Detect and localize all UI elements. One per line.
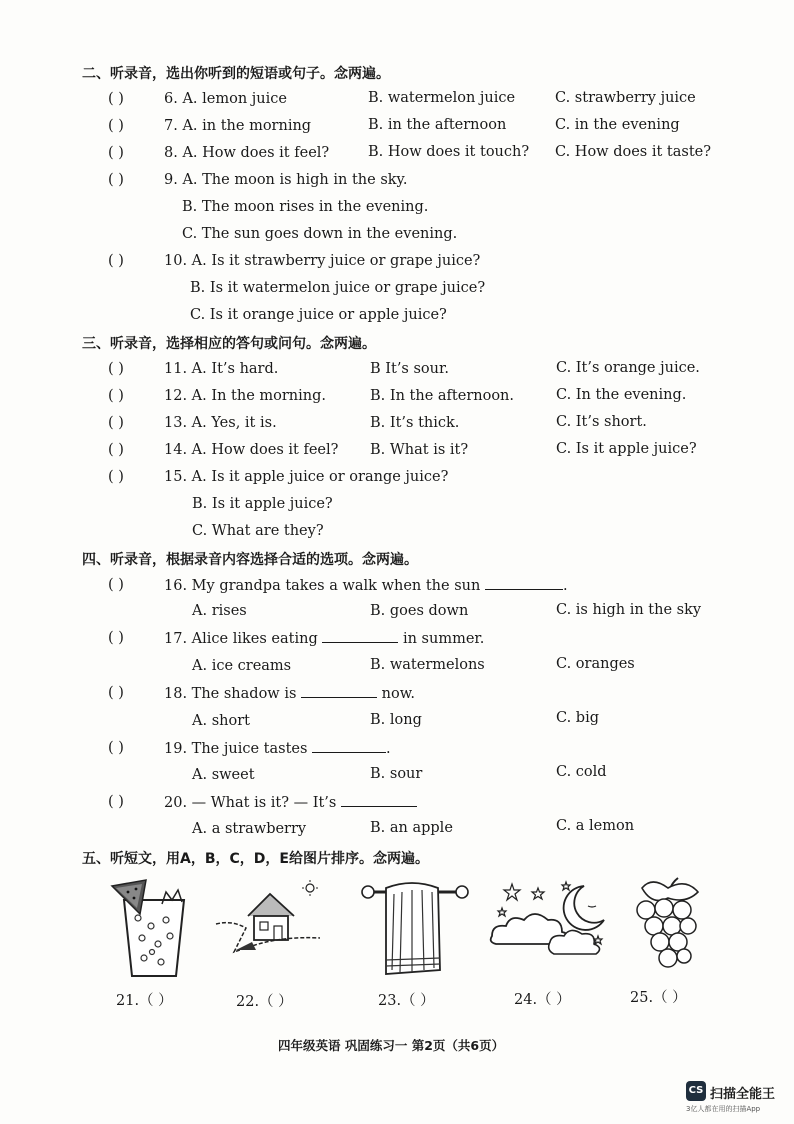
q20-option-b: B. an apple <box>370 820 453 836</box>
answer-paren-17[interactable]: ( ) <box>108 630 124 646</box>
q20-stem-text: 20. — What is it? — It’s <box>164 795 337 811</box>
q8-option-c: C. How does it taste? <box>555 144 712 160</box>
grapes-picture <box>628 874 706 974</box>
q12-option-c: C. In the evening. <box>556 387 687 403</box>
q14-option-a: 14. A. How does it feel? <box>164 442 339 458</box>
answer-paren-13[interactable]: ( ) <box>108 415 124 431</box>
camscanner-logo-icon: CS <box>686 1081 706 1101</box>
answer-paren-7[interactable]: ( ) <box>108 118 124 134</box>
q19-stem-text: 19. The juice tastes <box>164 741 308 757</box>
q11-option-a: 11. A. It’s hard. <box>164 361 279 377</box>
picture-order-22[interactable]: 22.（ ） <box>236 994 293 1010</box>
section-4-heading: 四、听录音，根据录音内容选择合适的选项。念两遍。 <box>82 552 418 568</box>
q20-stem <box>164 794 417 811</box>
q20-option-a: A. a strawberry <box>192 821 307 837</box>
answer-paren-19[interactable]: ( ) <box>108 740 124 756</box>
q17-option-b: B. watermelons <box>370 657 485 673</box>
q16-stem-text: 16. My grandpa takes a walk when the sun <box>164 578 481 594</box>
q17-stem <box>164 630 484 647</box>
answer-paren-18[interactable]: ( ) <box>108 685 124 701</box>
q8-option-a: 8. A. How does it feel? <box>164 145 330 161</box>
q10-option-b: B. Is it watermelon juice or grape juice? <box>190 280 486 296</box>
answer-paren-16[interactable]: ( ) <box>108 577 124 593</box>
q11-option-b: B It’s sour. <box>370 361 449 377</box>
q13-option-c: C. It’s short. <box>556 414 647 430</box>
q16-blank[interactable] <box>485 577 563 590</box>
q17-blank[interactable] <box>322 630 398 643</box>
q16-option-c: C. is high in the sky <box>556 602 702 618</box>
q18-stem-end: now. <box>381 686 415 702</box>
q17-option-a: A. ice creams <box>192 658 292 674</box>
q13-option-a: 13. A. Yes, it is. <box>164 415 277 431</box>
camscanner-name: 扫描全能王 <box>710 1087 776 1102</box>
watermelon-juice-picture <box>106 878 198 982</box>
q7-option-c: C. in the evening <box>555 117 680 133</box>
q8-option-b: B. How does it touch? <box>368 144 530 160</box>
q18-blank[interactable] <box>301 685 377 698</box>
q13-option-b: B. It’s thick. <box>370 415 460 431</box>
q16-stem-end: . <box>562 578 568 594</box>
q16-option-b: B. goes down <box>370 603 469 619</box>
q19-option-b: B. sour <box>370 766 423 782</box>
q18-stem-text: 18. The shadow is <box>164 686 297 702</box>
q7-option-b: B. in the afternoon <box>368 117 507 133</box>
q16-stem <box>164 577 568 594</box>
page-footer: 四年级英语 巩固练习一 第2页（共6页） <box>278 1038 505 1053</box>
section-2-heading: 二、听录音，选出你听到的短语或句子。念两遍。 <box>82 66 390 82</box>
q12-option-a: 12. A. In the morning. <box>164 388 327 404</box>
answer-paren-6[interactable]: ( ) <box>108 91 124 107</box>
q16-option-a: A. rises <box>192 603 247 619</box>
q18-stem <box>164 685 415 702</box>
section-5-heading: 五、听短文，用A，B，C，D，E给图片排序。念两遍。 <box>82 851 429 867</box>
answer-paren-10[interactable]: ( ) <box>108 253 124 269</box>
answer-paren-14[interactable]: ( ) <box>108 442 124 458</box>
q9-option-c: C. The sun goes down in the evening. <box>182 226 458 242</box>
q15-option-a: 15. A. Is it apple juice or orange juice? <box>164 469 449 485</box>
answer-paren-20[interactable]: ( ) <box>108 794 124 810</box>
q12-option-b: B. In the afternoon. <box>370 388 515 404</box>
q17-stem-end: in summer. <box>402 631 485 647</box>
q10-option-a: 10. A. Is it strawberry juice or grape juice? <box>164 253 481 269</box>
q20-blank[interactable] <box>341 794 417 807</box>
house-sunset-picture <box>212 880 324 960</box>
q19-option-c: C. cold <box>556 764 607 780</box>
answer-paren-9[interactable]: ( ) <box>108 172 124 188</box>
q14-option-c: C. Is it apple juice? <box>556 441 697 457</box>
q10-option-c: C. Is it orange juice or apple juice? <box>190 307 447 323</box>
q14-option-b: B. What is it? <box>370 442 469 458</box>
answer-paren-11[interactable]: ( ) <box>108 361 124 377</box>
q9-option-a: 9. A. The moon is high in the sky. <box>164 172 408 188</box>
q15-option-b: B. Is it apple juice? <box>192 496 333 512</box>
q19-stem <box>164 740 391 757</box>
q11-option-c: C. It’s orange juice. <box>556 360 700 376</box>
picture-order-25[interactable]: 25.（ ） <box>630 990 687 1006</box>
q17-option-c: C. oranges <box>556 656 635 672</box>
q9-option-b: B. The moon rises in the evening. <box>182 199 429 215</box>
q7-option-a: 7. A. in the morning <box>164 118 312 134</box>
answer-paren-8[interactable]: ( ) <box>108 145 124 161</box>
q15-option-c: C. What are they? <box>192 523 324 539</box>
q18-option-a: A. short <box>192 713 250 729</box>
q19-stem-end: . <box>386 741 391 757</box>
q6-option-c: C. strawberry juice <box>555 90 696 106</box>
answer-paren-15[interactable]: ( ) <box>108 469 124 485</box>
q20-option-c: C. a lemon <box>556 818 635 834</box>
picture-order-21[interactable]: 21.（ ） <box>116 993 173 1009</box>
section-3-heading: 三、听录音，选择相应的答句或问句。念两遍。 <box>82 336 376 352</box>
camscanner-tagline: 3亿人都在用的扫描App <box>686 1105 761 1113</box>
q18-option-b: B. long <box>370 712 422 728</box>
picture-order-24[interactable]: 24.（ ） <box>514 992 571 1008</box>
q19-option-a: A. sweet <box>192 767 255 783</box>
q17-stem-text: 17. Alice likes eating <box>164 631 318 647</box>
q6-option-a: 6. A. lemon juice <box>164 91 287 107</box>
towel-rack-picture <box>356 880 474 980</box>
q6-option-b: B. watermelon juice <box>368 90 516 106</box>
q18-option-c: C. big <box>556 710 599 726</box>
picture-order-23[interactable]: 23.（ ） <box>378 993 435 1009</box>
moon-clouds-picture <box>488 878 616 964</box>
q19-blank[interactable] <box>312 740 386 753</box>
answer-paren-12[interactable]: ( ) <box>108 388 124 404</box>
